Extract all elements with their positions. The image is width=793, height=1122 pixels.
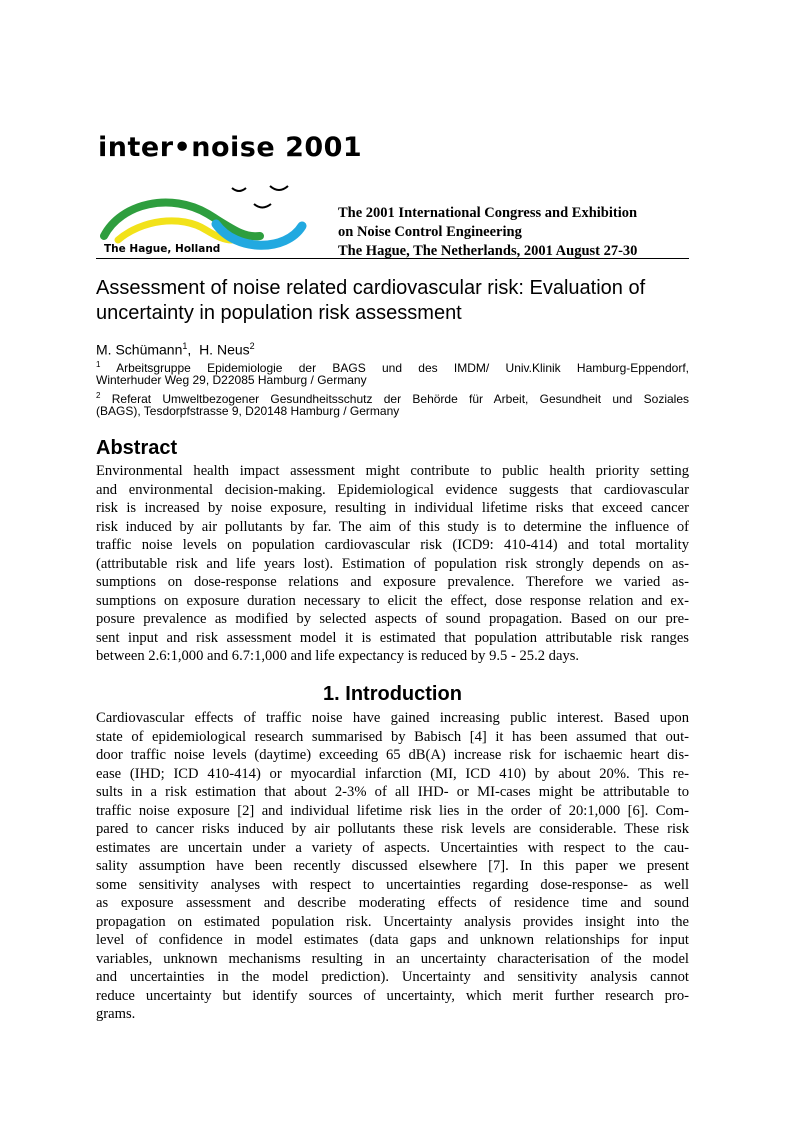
- introduction-line: estimates are uncertain under a variety of aspects. Uncertainties with respect to the cau-: [96, 839, 689, 856]
- introduction-line: reduce uncertainty but identify sources of uncertainty, which merit further research pro-: [96, 987, 689, 1004]
- introduction-body: [96, 709, 689, 1024]
- abstract-line: risk is increased by noise exposure, resulting in individual lifetime risks that exceed cancer: [96, 500, 689, 516]
- introduction-line: and uncertainties in the model prediction). Uncertainty and sensitivity analysis cannot: [96, 969, 689, 985]
- introduction-heading: 1. Introduction: [323, 683, 462, 705]
- introduction-line: pared to cancer risks induced by air pollutants these risk levels are considerable. These risk: [96, 821, 689, 837]
- introduction-line: door traffic noise levels (daytime) exceeding 65 dB(A) increase risk for ischaemic heart dis-: [96, 747, 689, 763]
- author-2-affil-mark: 2: [249, 341, 255, 351]
- abstract-line: (attributable risk and life years lost). Estimation of population risk strongly depends on as-: [96, 555, 689, 572]
- abstract-line: sumptions on exposure duration necessary to elicit the effect, dose response relation and ex-: [96, 592, 689, 609]
- introduction-line: ease (IHD; ICD 410-414) or myocardial infarction (MI, ICD 410) by about 20%. This re-: [96, 765, 689, 782]
- introduction-line: grams.: [96, 1006, 136, 1022]
- paper-authors: [96, 341, 255, 358]
- paper-title-line-1: Assessment of noise related cardiovascular risk: Evaluation of: [96, 277, 646, 299]
- logo-smile-3: [254, 204, 271, 208]
- author-2: H. Neus: [199, 341, 250, 358]
- affiliation-1-line-2: Winterhuder Weg 29, D22085 Hamburg / Germany: [96, 372, 367, 387]
- author-separator: ,: [187, 341, 200, 358]
- affiliation-1-mark: 1: [96, 360, 101, 369]
- conference-line-2: on Noise Control Engineering: [338, 224, 522, 240]
- conference-info: [338, 204, 637, 261]
- abstract-line: between 2.6:1,000 and 6.7:1,000 and life expectancy is reduced by 9.5 - 25.2 days.: [96, 648, 580, 664]
- abstract-line: sent input and risk assessment model it is estimated that population attributable risk ranges: [96, 629, 689, 646]
- abstract-line: and environmental decision-making. Epidemiological evidence suggests that cardiovascular: [96, 481, 689, 498]
- introduction-line: level of confidence in model estimates (data gaps and unknown relationships for input: [96, 932, 689, 948]
- conference-logo-location: The Hague, Holland: [104, 243, 221, 255]
- conference-logo-wordmark: inter•noise 2001: [98, 132, 363, 163]
- author-1: M. Schümann: [96, 341, 183, 358]
- abstract-heading: Abstract: [96, 437, 178, 459]
- abstract-body: [96, 462, 689, 666]
- introduction-line: state of epidemiological research summarised by Babisch [4] it has been assumed that out-: [96, 728, 689, 745]
- introduction-line: traffic noise exposure [2] and individual lifetime risk lies in the order of 20:1,000 [6]. Com-: [96, 802, 689, 819]
- introduction-line: as exposure assessment and describe moderating effects of residence time and sound: [96, 895, 689, 911]
- abstract-line: traffic noise levels on population cardiovascular risk (ICD9: 410-414) and total mortality: [96, 537, 689, 553]
- author-1-affil-mark: 1: [182, 341, 188, 351]
- affiliation-2-line-1: Referat Umweltbezogener Gesundheitsschutz der Behörde für Arbeit, Gesundheit und Soziales: [111, 392, 689, 406]
- abstract-line: sumptions on dose-response relations and exposure prevalence. Therefore we varied as-: [96, 574, 689, 590]
- introduction-line: sults in a risk estimation that about 2-3% of all IHD- or MI-cases might be attributable to: [96, 784, 689, 800]
- introduction-line: sality assumption have been recently discussed elsewhere [7]. In this paper we present: [96, 858, 689, 874]
- conference-line-1: The 2001 International Congress and Exhibition: [338, 205, 638, 221]
- conference-logo-graphic: [96, 178, 326, 250]
- affiliation-2: [96, 389, 689, 418]
- abstract-line: risk induced by air pollutants by far. The aim of this study is to determine the influence of: [96, 518, 689, 535]
- paper-title-line-2: uncertainty in population risk assessment: [96, 302, 462, 324]
- affiliation-2-line-2: (BAGS), Tesdorpfstrasse 9, D20148 Hamburg / Germany: [96, 403, 400, 418]
- header-rule: [96, 258, 689, 259]
- introduction-line: some sensitivity analyses with respect to uncertainties regarding dose-response- as well: [96, 876, 689, 893]
- paper-title: [96, 276, 696, 326]
- abstract-line: posure prevalence as modified by selected aspects of sound propagation. Based on our pre-: [96, 611, 689, 627]
- affiliation-1-line-1: Arbeitsgruppe Epidemiologie der BAGS und des IMDM/ Univ.Klinik Hamburg-Eppendorf,: [116, 361, 689, 375]
- introduction-line: variables, unknown mechanisms resulting in an uncertainty characterisation of the model: [96, 950, 689, 967]
- introduction-line: propagation on estimated population risk. Uncertainty analysis provides insight into the: [96, 913, 689, 930]
- affiliation-1: [96, 358, 689, 387]
- abstract-line: Environmental health impact assessment might contribute to public health priority setting: [96, 463, 689, 479]
- logo-smile-2: [270, 186, 288, 190]
- affiliation-2-mark: 2: [96, 391, 101, 400]
- conference-line-3: The Hague, The Netherlands, 2001 August 27-30: [338, 243, 638, 259]
- logo-smile-1: [232, 188, 246, 191]
- introduction-line: Cardiovascular effects of traffic noise have gained increasing public interest. Based upon: [96, 710, 689, 726]
